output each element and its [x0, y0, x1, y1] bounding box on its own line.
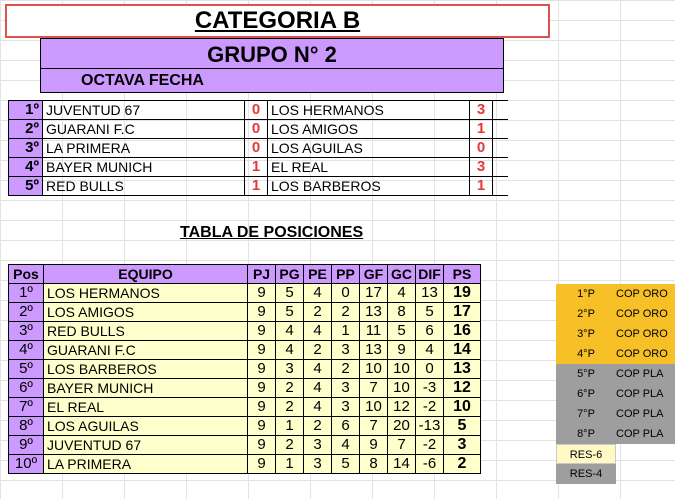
row-ps: 5: [444, 417, 481, 436]
match-pos: 2º: [9, 120, 43, 139]
row-dif: 4: [416, 341, 444, 360]
row-team: LOS AMIGOS: [44, 303, 248, 322]
relegation-cell: RES-4: [556, 464, 616, 484]
classification-cup: COP PLA: [616, 388, 664, 400]
row-pj: 9: [248, 455, 276, 474]
row-gc: 9: [388, 341, 416, 360]
row-dif: -3: [416, 379, 444, 398]
classification-place: 2°P: [577, 308, 595, 320]
classification-cell: [556, 284, 675, 304]
row-ps: 14: [444, 341, 481, 360]
row-pp: 3: [332, 379, 360, 398]
row-gf: 7: [360, 417, 388, 436]
row-dif: 0: [416, 360, 444, 379]
row-pe: 3: [304, 455, 332, 474]
row-pp: 3: [332, 341, 360, 360]
away-score: 1: [470, 177, 493, 196]
row-dif: 13: [416, 284, 444, 303]
row-ps: 12: [444, 379, 481, 398]
row-team: JUVENTUD 67: [44, 436, 248, 455]
row-pos: 6º: [9, 379, 44, 398]
row-pj: 9: [248, 303, 276, 322]
match-row: [9, 120, 509, 139]
classification-place: 6°P: [577, 388, 595, 400]
relegation-cell: RES-6: [556, 444, 616, 464]
row-gf: 10: [360, 360, 388, 379]
row-gf: 17: [360, 284, 388, 303]
match-row: [9, 158, 509, 177]
row-team: EL REAL: [44, 398, 248, 417]
header-gf: GF: [360, 265, 388, 284]
header-gc: GC: [388, 265, 416, 284]
home-team: JUVENTUD 67: [43, 101, 245, 120]
row-pp: 2: [332, 360, 360, 379]
row-pe: 4: [304, 284, 332, 303]
away-team: EL REAL: [268, 158, 470, 177]
classification-cup: COP PLA: [616, 428, 664, 440]
standings-header-row: [9, 265, 481, 284]
match-pos: 1º: [9, 101, 43, 120]
classification-cup: COP PLA: [616, 408, 664, 420]
home-score: 0: [245, 120, 268, 139]
row-pp: 3: [332, 398, 360, 417]
classification-cup: COP ORO: [616, 308, 668, 320]
row-pg: 5: [276, 303, 304, 322]
standings-row: [9, 398, 481, 417]
match-pos: 3º: [9, 139, 43, 158]
away-score: 1: [470, 120, 493, 139]
row-pg: 4: [276, 341, 304, 360]
standings-row: [9, 417, 481, 436]
standings-row: [9, 379, 481, 398]
row-dif: 6: [416, 322, 444, 341]
row-pp: 5: [332, 455, 360, 474]
row-gc: 7: [388, 436, 416, 455]
header-pp: PP: [332, 265, 360, 284]
row-pp: 0: [332, 284, 360, 303]
row-dif: 5: [416, 303, 444, 322]
header-team: EQUIPO: [44, 265, 248, 284]
row-gc: 14: [388, 455, 416, 474]
row-pj: 9: [248, 360, 276, 379]
row-gf: 13: [360, 303, 388, 322]
classification-cell: [556, 344, 675, 364]
row-ps: 17: [444, 303, 481, 322]
home-score: 0: [245, 139, 268, 158]
group-title: GRUPO N° 2: [40, 38, 504, 69]
row-pe: 2: [304, 341, 332, 360]
classification-place: 4°P: [577, 348, 595, 360]
classification-cell: [556, 324, 675, 344]
row-pg: 2: [276, 379, 304, 398]
away-team: LOS BARBEROS: [268, 177, 470, 196]
row-gc: 8: [388, 303, 416, 322]
blank-cell: [493, 101, 509, 120]
row-gc: 12: [388, 398, 416, 417]
row-pos: 1º: [9, 284, 44, 303]
classification-cell: [556, 304, 675, 324]
row-pe: 4: [304, 398, 332, 417]
row-pos: 10º: [9, 455, 44, 474]
row-pe: 4: [304, 322, 332, 341]
classification-place: 1°P: [577, 288, 595, 300]
row-gf: 13: [360, 341, 388, 360]
match-row: [9, 139, 509, 158]
row-ps: 10: [444, 398, 481, 417]
row-gf: 10: [360, 398, 388, 417]
standings-row: [9, 303, 481, 322]
header-dif: DIF: [416, 265, 444, 284]
row-ps: 2: [444, 455, 481, 474]
home-score: 1: [245, 158, 268, 177]
header-pos: Pos: [9, 265, 44, 284]
matches-table: [8, 100, 508, 196]
blank-cell: [493, 139, 509, 158]
row-gf: 8: [360, 455, 388, 474]
row-pos: 3º: [9, 322, 44, 341]
row-gf: 7: [360, 379, 388, 398]
header-pg: PG: [276, 265, 304, 284]
away-score: 0: [470, 139, 493, 158]
row-gc: 4: [388, 284, 416, 303]
row-team: LOS AGUILAS: [44, 417, 248, 436]
home-team: BAYER MUNICH: [43, 158, 245, 177]
classification-cell: [556, 404, 675, 424]
classification-place: 8°P: [577, 428, 595, 440]
row-dif: -2: [416, 398, 444, 417]
row-pp: 4: [332, 436, 360, 455]
row-pp: 6: [332, 417, 360, 436]
home-team: RED BULLS: [43, 177, 245, 196]
away-team: LOS AMIGOS: [268, 120, 470, 139]
row-gc: 20: [388, 417, 416, 436]
away-score: 3: [470, 101, 493, 120]
away-score: 3: [470, 158, 493, 177]
match-pos: 5º: [9, 177, 43, 196]
row-pg: 3: [276, 360, 304, 379]
classification-cup: COP ORO: [616, 348, 668, 360]
row-team: BAYER MUNICH: [44, 379, 248, 398]
row-gc: 10: [388, 360, 416, 379]
row-pe: 3: [304, 436, 332, 455]
row-team: LOS BARBEROS: [44, 360, 248, 379]
row-team: LOS HERMANOS: [44, 284, 248, 303]
row-pos: 5º: [9, 360, 44, 379]
classification-place: 5°P: [577, 368, 595, 380]
match-row: [9, 101, 509, 120]
away-team: LOS AGUILAS: [268, 139, 470, 158]
match-row: [9, 177, 509, 196]
row-ps: 13: [444, 360, 481, 379]
blank-cell: [493, 120, 509, 139]
row-pj: 9: [248, 398, 276, 417]
standings-row: [9, 341, 481, 360]
standings-title: TABLA DE POSICIONES: [180, 224, 364, 241]
row-dif: -6: [416, 455, 444, 474]
row-gc: 5: [388, 322, 416, 341]
row-gf: 11: [360, 322, 388, 341]
row-ps: 19: [444, 284, 481, 303]
row-pg: 4: [276, 322, 304, 341]
classification-place: 7°P: [577, 408, 595, 420]
classification-cell: [556, 384, 675, 404]
row-ps: 3: [444, 436, 481, 455]
blank-cell: [493, 177, 509, 196]
row-pj: 9: [248, 322, 276, 341]
row-pos: 4º: [9, 341, 44, 360]
row-pg: 2: [276, 398, 304, 417]
classification-cup: COP ORO: [616, 288, 668, 300]
row-dif: -2: [416, 436, 444, 455]
standings-row: [9, 360, 481, 379]
row-pj: 9: [248, 341, 276, 360]
row-pg: 1: [276, 455, 304, 474]
row-dif: -13: [416, 417, 444, 436]
classification-cell: [556, 364, 675, 384]
row-pj: 9: [248, 417, 276, 436]
home-score: 0: [245, 101, 268, 120]
row-pos: 2º: [9, 303, 44, 322]
row-ps: 16: [444, 322, 481, 341]
row-pj: 9: [248, 284, 276, 303]
row-gc: 10: [388, 379, 416, 398]
row-pp: 2: [332, 303, 360, 322]
row-pg: 5: [276, 284, 304, 303]
row-pos: 8º: [9, 417, 44, 436]
classification-place: 3°P: [577, 328, 595, 340]
header-pe: PE: [304, 265, 332, 284]
standings-row: [9, 436, 481, 455]
row-team: RED BULLS: [44, 322, 248, 341]
header-pj: PJ: [248, 265, 276, 284]
row-pos: 9º: [9, 436, 44, 455]
standings-table: [8, 264, 481, 474]
standings-row: [9, 284, 481, 303]
away-team: LOS HERMANOS: [268, 101, 470, 120]
classification-cell: [556, 424, 675, 444]
row-pe: 2: [304, 417, 332, 436]
row-pp: 1: [332, 322, 360, 341]
home-team: GUARANI F.C: [43, 120, 245, 139]
row-pe: 4: [304, 360, 332, 379]
classification-cup: COP ORO: [616, 328, 668, 340]
row-pg: 2: [276, 436, 304, 455]
header-ps: PS: [444, 265, 481, 284]
row-pg: 1: [276, 417, 304, 436]
row-pj: 9: [248, 379, 276, 398]
standings-row: [9, 455, 481, 474]
row-pos: 7º: [9, 398, 44, 417]
home-score: 1: [245, 177, 268, 196]
blank-cell: [493, 158, 509, 177]
round-title: OCTAVA FECHA: [40, 69, 504, 93]
row-pj: 9: [248, 436, 276, 455]
row-pe: 4: [304, 379, 332, 398]
sheet-title: CATEGORIA B: [5, 4, 550, 38]
classification-cup: COP PLA: [616, 368, 664, 380]
standings-row: [9, 322, 481, 341]
row-gf: 9: [360, 436, 388, 455]
home-team: LA PRIMERA: [43, 139, 245, 158]
row-team: GUARANI F.C: [44, 341, 248, 360]
row-team: LA PRIMERA: [44, 455, 248, 474]
row-pe: 2: [304, 303, 332, 322]
match-pos: 4º: [9, 158, 43, 177]
